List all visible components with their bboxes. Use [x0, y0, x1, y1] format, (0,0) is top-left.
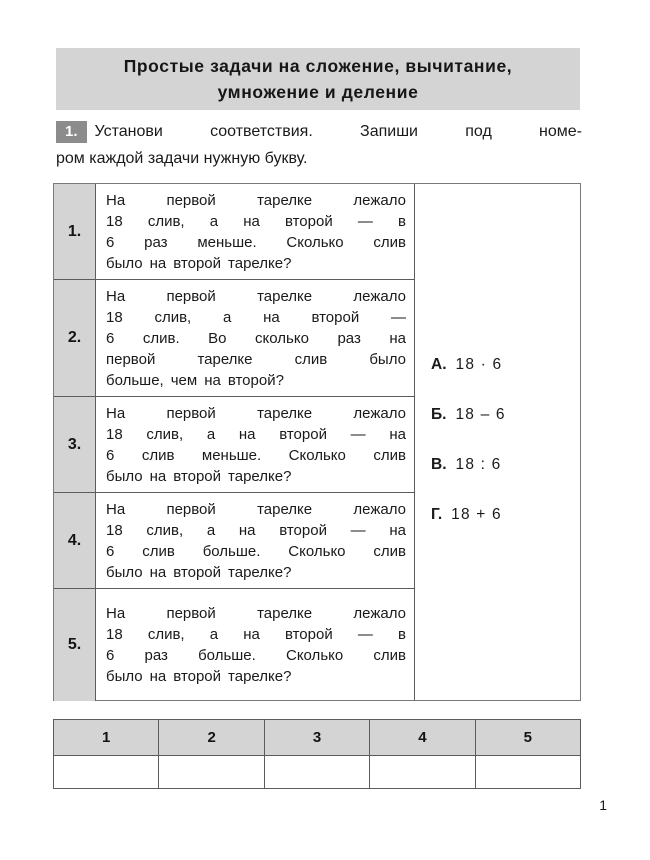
answer-grid-header-cell: 3: [265, 720, 370, 755]
problem-text-line: 6 слив меньше. Сколько слив: [106, 446, 406, 464]
table-row: [54, 280, 414, 397]
problem-text-line: первой тарелке слив было: [106, 350, 406, 368]
answer-expression: 18 · 6: [455, 356, 503, 373]
problem-number: 3.: [54, 397, 96, 492]
problem-text: [96, 589, 414, 701]
section-header: [56, 48, 580, 110]
problem-text: [96, 280, 414, 396]
table-row: [54, 397, 414, 493]
answer-option-g[interactable]: [431, 506, 502, 524]
problem-number: 2.: [54, 280, 96, 396]
problem-text-line: На первой тарелке лежало: [106, 605, 406, 622]
answer-grid-header-row: [54, 720, 580, 756]
problem-text-line: 6 слив. Во сколько раз на: [106, 329, 406, 347]
answer-expression: 18 : 6: [455, 456, 502, 473]
answer-grid-header-cell: 1: [54, 720, 159, 755]
problem-text-line: 18 слив, а на второй — в: [106, 212, 406, 230]
answer-letter: А.: [431, 356, 447, 373]
problem-text-line: было на второй тарелке?: [106, 668, 292, 685]
table-row: [54, 184, 414, 280]
answer-grid-input-cell[interactable]: [54, 756, 159, 788]
answer-option-a[interactable]: [431, 356, 502, 374]
problem-text-line: 18 слив, а на второй — в: [106, 626, 406, 643]
answer-expression: 18 – 6: [455, 406, 506, 423]
problem-text-line: На первой тарелке лежало: [106, 500, 406, 518]
problem-number: 4.: [54, 493, 96, 588]
table-row: [54, 589, 414, 701]
answer-option-b[interactable]: [431, 406, 506, 424]
problem-number: 5.: [54, 589, 96, 701]
answer-grid-header-cell: 4: [370, 720, 475, 755]
answer-grid-input-cell[interactable]: [159, 756, 264, 788]
problem-text-line: было на второй тарелке?: [106, 563, 292, 581]
problem-text-line: На первой тарелке лежало: [106, 191, 406, 209]
table-row: [54, 493, 414, 589]
task-instruction-line-1: Установи соответствия. Запиши под номе-: [94, 123, 582, 140]
answers-column: [415, 184, 580, 700]
task-instruction-line-2: ром каждой задачи нужную букву.: [56, 150, 308, 167]
problem-text: [96, 184, 414, 279]
matching-table: [53, 183, 581, 701]
answer-letter: В.: [431, 456, 447, 473]
answer-letter: Г.: [431, 506, 443, 523]
section-header-line-1: Простые задачи на сложение, вычитание,: [123, 56, 513, 76]
task-instruction-row: [56, 120, 582, 144]
problem-text-line: 18 слив, а на второй — на: [106, 521, 406, 539]
task-instruction: [56, 120, 582, 171]
problem-text: [96, 397, 414, 492]
problem-text-line: 18 слив, а на второй — на: [106, 425, 406, 443]
page-number: 1: [599, 797, 607, 813]
problems-column: [54, 184, 415, 700]
answer-grid-input-cell[interactable]: [476, 756, 580, 788]
answer-grid-input-cell[interactable]: [370, 756, 475, 788]
problem-number: 1.: [54, 184, 96, 279]
section-header-line-2: умножение и деление: [217, 82, 419, 102]
answer-letter: Б.: [431, 406, 447, 423]
problem-text-line: было на второй тарелке?: [106, 254, 292, 272]
problem-text-line: 6 раз больше. Сколько слив: [106, 647, 406, 664]
problem-text: [96, 493, 414, 588]
answer-grid: [53, 719, 581, 789]
problem-text-line: больше, чем на второй?: [106, 371, 284, 389]
problem-text-line: 18 слив, а на второй —: [106, 308, 406, 326]
problem-text-line: На первой тарелке лежало: [106, 287, 406, 305]
answer-grid-input-row: [54, 756, 580, 788]
problem-text-line: было на второй тарелке?: [106, 467, 292, 485]
answer-grid-header-cell: 2: [159, 720, 264, 755]
problem-text-line: 6 слив больше. Сколько слив: [106, 542, 406, 560]
answer-expression: 18 + 6: [451, 506, 502, 523]
problem-text-line: 6 раз меньше. Сколько слив: [106, 233, 406, 251]
answer-option-v[interactable]: [431, 456, 501, 474]
answer-grid-header-cell: 5: [523, 729, 532, 746]
problem-text-line: На первой тарелке лежало: [106, 404, 406, 422]
task-number-badge: 1.: [56, 121, 87, 143]
answer-grid-input-cell[interactable]: [265, 756, 370, 788]
